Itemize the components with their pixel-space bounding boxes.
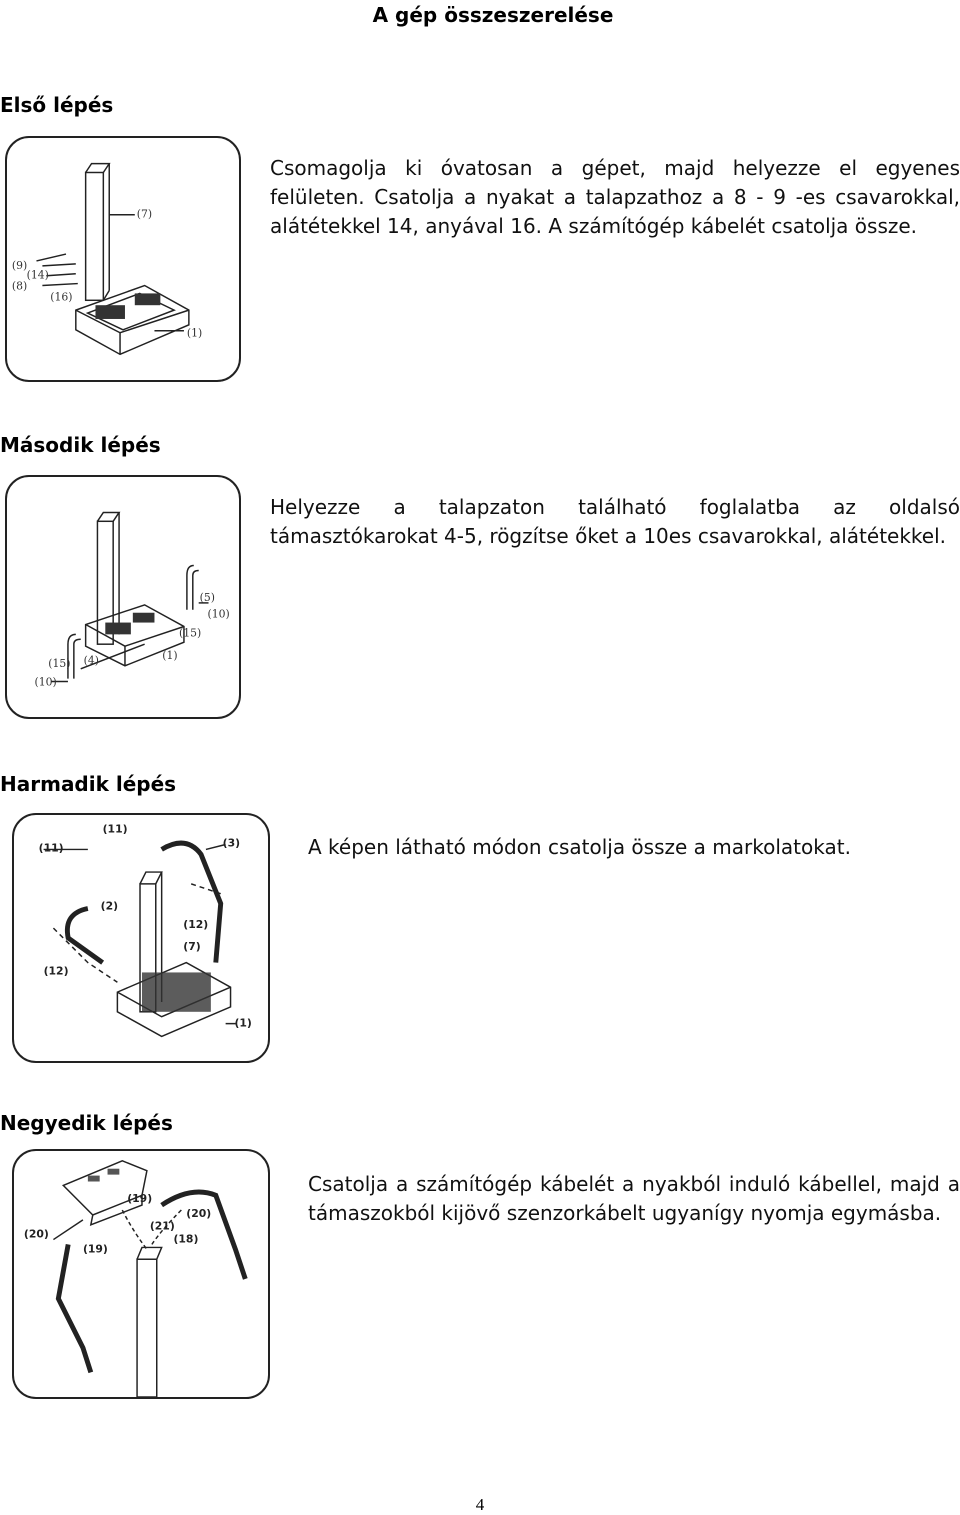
step-4-illustration — [12, 1149, 270, 1399]
label-14: (14) — [26, 268, 49, 282]
step-2-heading: Második lépés — [0, 433, 161, 457]
label-1: (1) — [186, 326, 203, 340]
label-16: (16) — [50, 290, 73, 304]
step-3-illustration — [12, 813, 270, 1063]
label-1: (1) — [234, 1016, 252, 1030]
label-9: (9) — [11, 258, 28, 272]
label-19b: (19) — [82, 1242, 108, 1256]
label-7: (7) — [136, 207, 153, 221]
step-3-heading: Harmadik lépés — [0, 772, 177, 796]
step-4-text: Csatolja a számítógép kábelét a nyakból induló kábellel, majd a támaszokból kijövő szenzorkábelt ugyanígy nyomja egymásba. — [308, 1172, 960, 1225]
step-1-illustration — [5, 136, 241, 382]
label-7: (7) — [183, 939, 201, 953]
label-12b: (12) — [43, 964, 69, 978]
label-8: (8) — [11, 279, 28, 293]
step-1-text: Csomagolja ki óvatosan a gépet, majd helyezze el egyenes felületen. Csatolja a nyakat a talapzathoz a 8 - 9 -es csavarokkal, alátétekkel 14, anyával 16. A számítógép kábelét csatolja össze. — [270, 156, 960, 238]
label-3: (3) — [222, 836, 241, 850]
label-12a: (12) — [183, 918, 209, 932]
label-2: (2) — [100, 899, 119, 913]
label-19a: (19) — [127, 1192, 153, 1206]
step-2-text: Helyezze a talapzaton található foglalatba az oldalsó támasztókarokat 4-5, rögzítse őket a 10es csavarokkal, alátétekkel. — [270, 495, 960, 548]
page-number: 4 — [475, 1495, 485, 1514]
label-4: (4) — [83, 653, 99, 667]
page-title: A gép összeszerelése — [372, 3, 614, 27]
label-11b: (11) — [102, 822, 128, 836]
step-3-text: A képen látható módon csatolja össze a markolatokat. — [308, 835, 851, 859]
label-20a: (20) — [186, 1206, 212, 1220]
step-1-heading: Első lépés — [0, 93, 114, 117]
label-18: (18) — [173, 1232, 199, 1246]
label-10: (10) — [207, 607, 230, 621]
label-10b: (10) — [34, 675, 57, 689]
label-15: (15) — [179, 626, 202, 640]
step-2-illustration — [5, 475, 241, 719]
label-11a: (11) — [38, 841, 64, 855]
label-21: (21) — [149, 1219, 175, 1233]
label-1: (1) — [162, 648, 178, 662]
label-5: (5) — [199, 590, 215, 604]
step-4-heading: Negyedik lépés — [0, 1111, 173, 1135]
label-15b: (15) — [48, 656, 71, 670]
label-20b: (20) — [23, 1227, 49, 1241]
